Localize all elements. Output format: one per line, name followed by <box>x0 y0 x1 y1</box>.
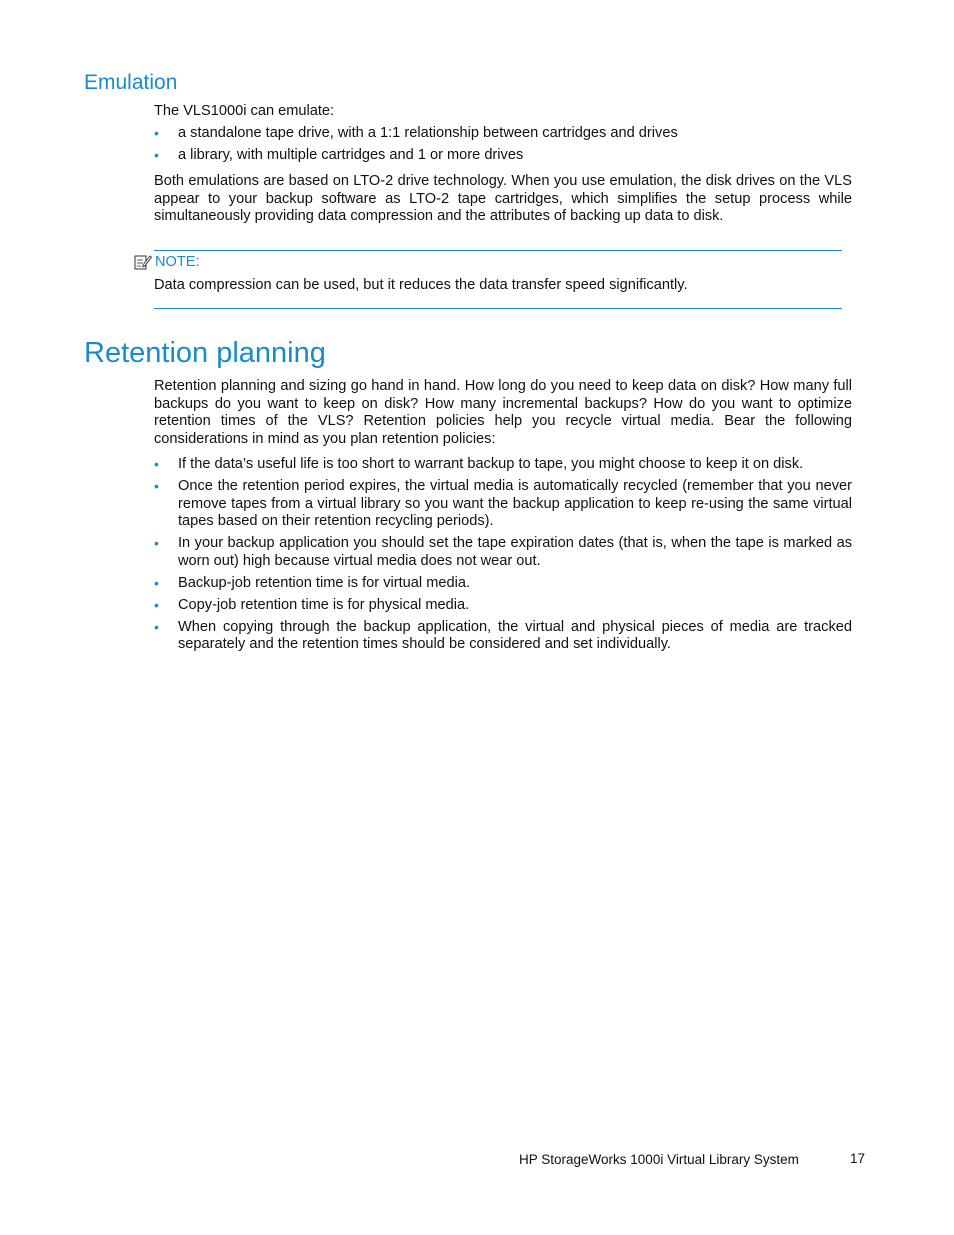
emulation-body: Both emulations are based on LTO-2 drive technology. When you use emulation, the disk drives on the VLS appear to your backup software as LTO-2 tape cartridges, which simplifies the setup process while simultaneously providing data compression and the attributes of backing up data to disk. <box>154 173 852 224</box>
emulation-bullet-list <box>154 125 852 169</box>
emulation-intro: The VLS1000i can emulate: <box>154 103 335 119</box>
bullet-dot-icon: • <box>154 478 159 494</box>
bullet-dot-icon: • <box>154 618 159 635</box>
bullet-dot-icon: • <box>154 535 159 551</box>
list-item: • a library, with multiple cartridges and 1 or more drives <box>154 147 524 163</box>
list-item: • In your backup application you should set the tape expiration dates (that is, when the tape is marked as worn out) high because virtual media does not wear out. <box>154 535 852 569</box>
retention-heading: Retention planning <box>84 337 326 369</box>
note-pencil-icon <box>134 254 152 270</box>
list-item: • a standalone tape drive, with a 1:1 relationship between cartridges and drives <box>154 125 678 141</box>
list-item: • Once the retention period expires, the virtual media is automatically recycled (remember that you never remove tapes from a virtual library so you want the backup application to keep re-using the same virtual tapes based on their retention recycling periods). <box>154 478 852 529</box>
list-item: • If the data’s useful life is too short to warrant backup to tape, you might choose to keep it on disk. <box>154 456 804 472</box>
bullet-dot-icon: • <box>154 125 159 141</box>
note-label: NOTE: <box>155 254 200 270</box>
list-item: • When copying through the backup application, the virtual and physical pieces of media are tracked separately and the retention times should be considered and set individually. <box>154 618 852 652</box>
retention-intro: Retention planning and sizing go hand in hand. How long do you need to keep data on disk? How many full backups do you want to keep on disk? How many incremental backups? How do you want to optimize retention times of the VLS? Retention policies help you recycle virtual media. Bear the following considerations in mind as you plan retention policies: <box>154 378 852 447</box>
note-text: Data compression can be used, but it reduces the data transfer speed significantly. <box>154 277 688 293</box>
bullet-dot-icon: • <box>154 456 159 472</box>
bullet-dot-icon: • <box>154 574 159 591</box>
note-top-rule <box>154 250 842 251</box>
bullet-dot-icon: • <box>154 596 159 613</box>
footer-page-number: 17 <box>850 1151 866 1166</box>
note-header <box>134 253 200 271</box>
list-item: • Copy-job retention time is for physical media. <box>154 596 470 613</box>
emulation-heading: Emulation <box>84 71 178 94</box>
retention-bullet-list <box>154 456 852 658</box>
footer-document-title: HP StorageWorks 1000i Virtual Library System <box>519 1152 799 1167</box>
list-item: • Backup-job retention time is for virtual media. <box>154 574 471 591</box>
note-bottom-rule <box>154 308 842 309</box>
bullet-dot-icon: • <box>154 147 159 163</box>
